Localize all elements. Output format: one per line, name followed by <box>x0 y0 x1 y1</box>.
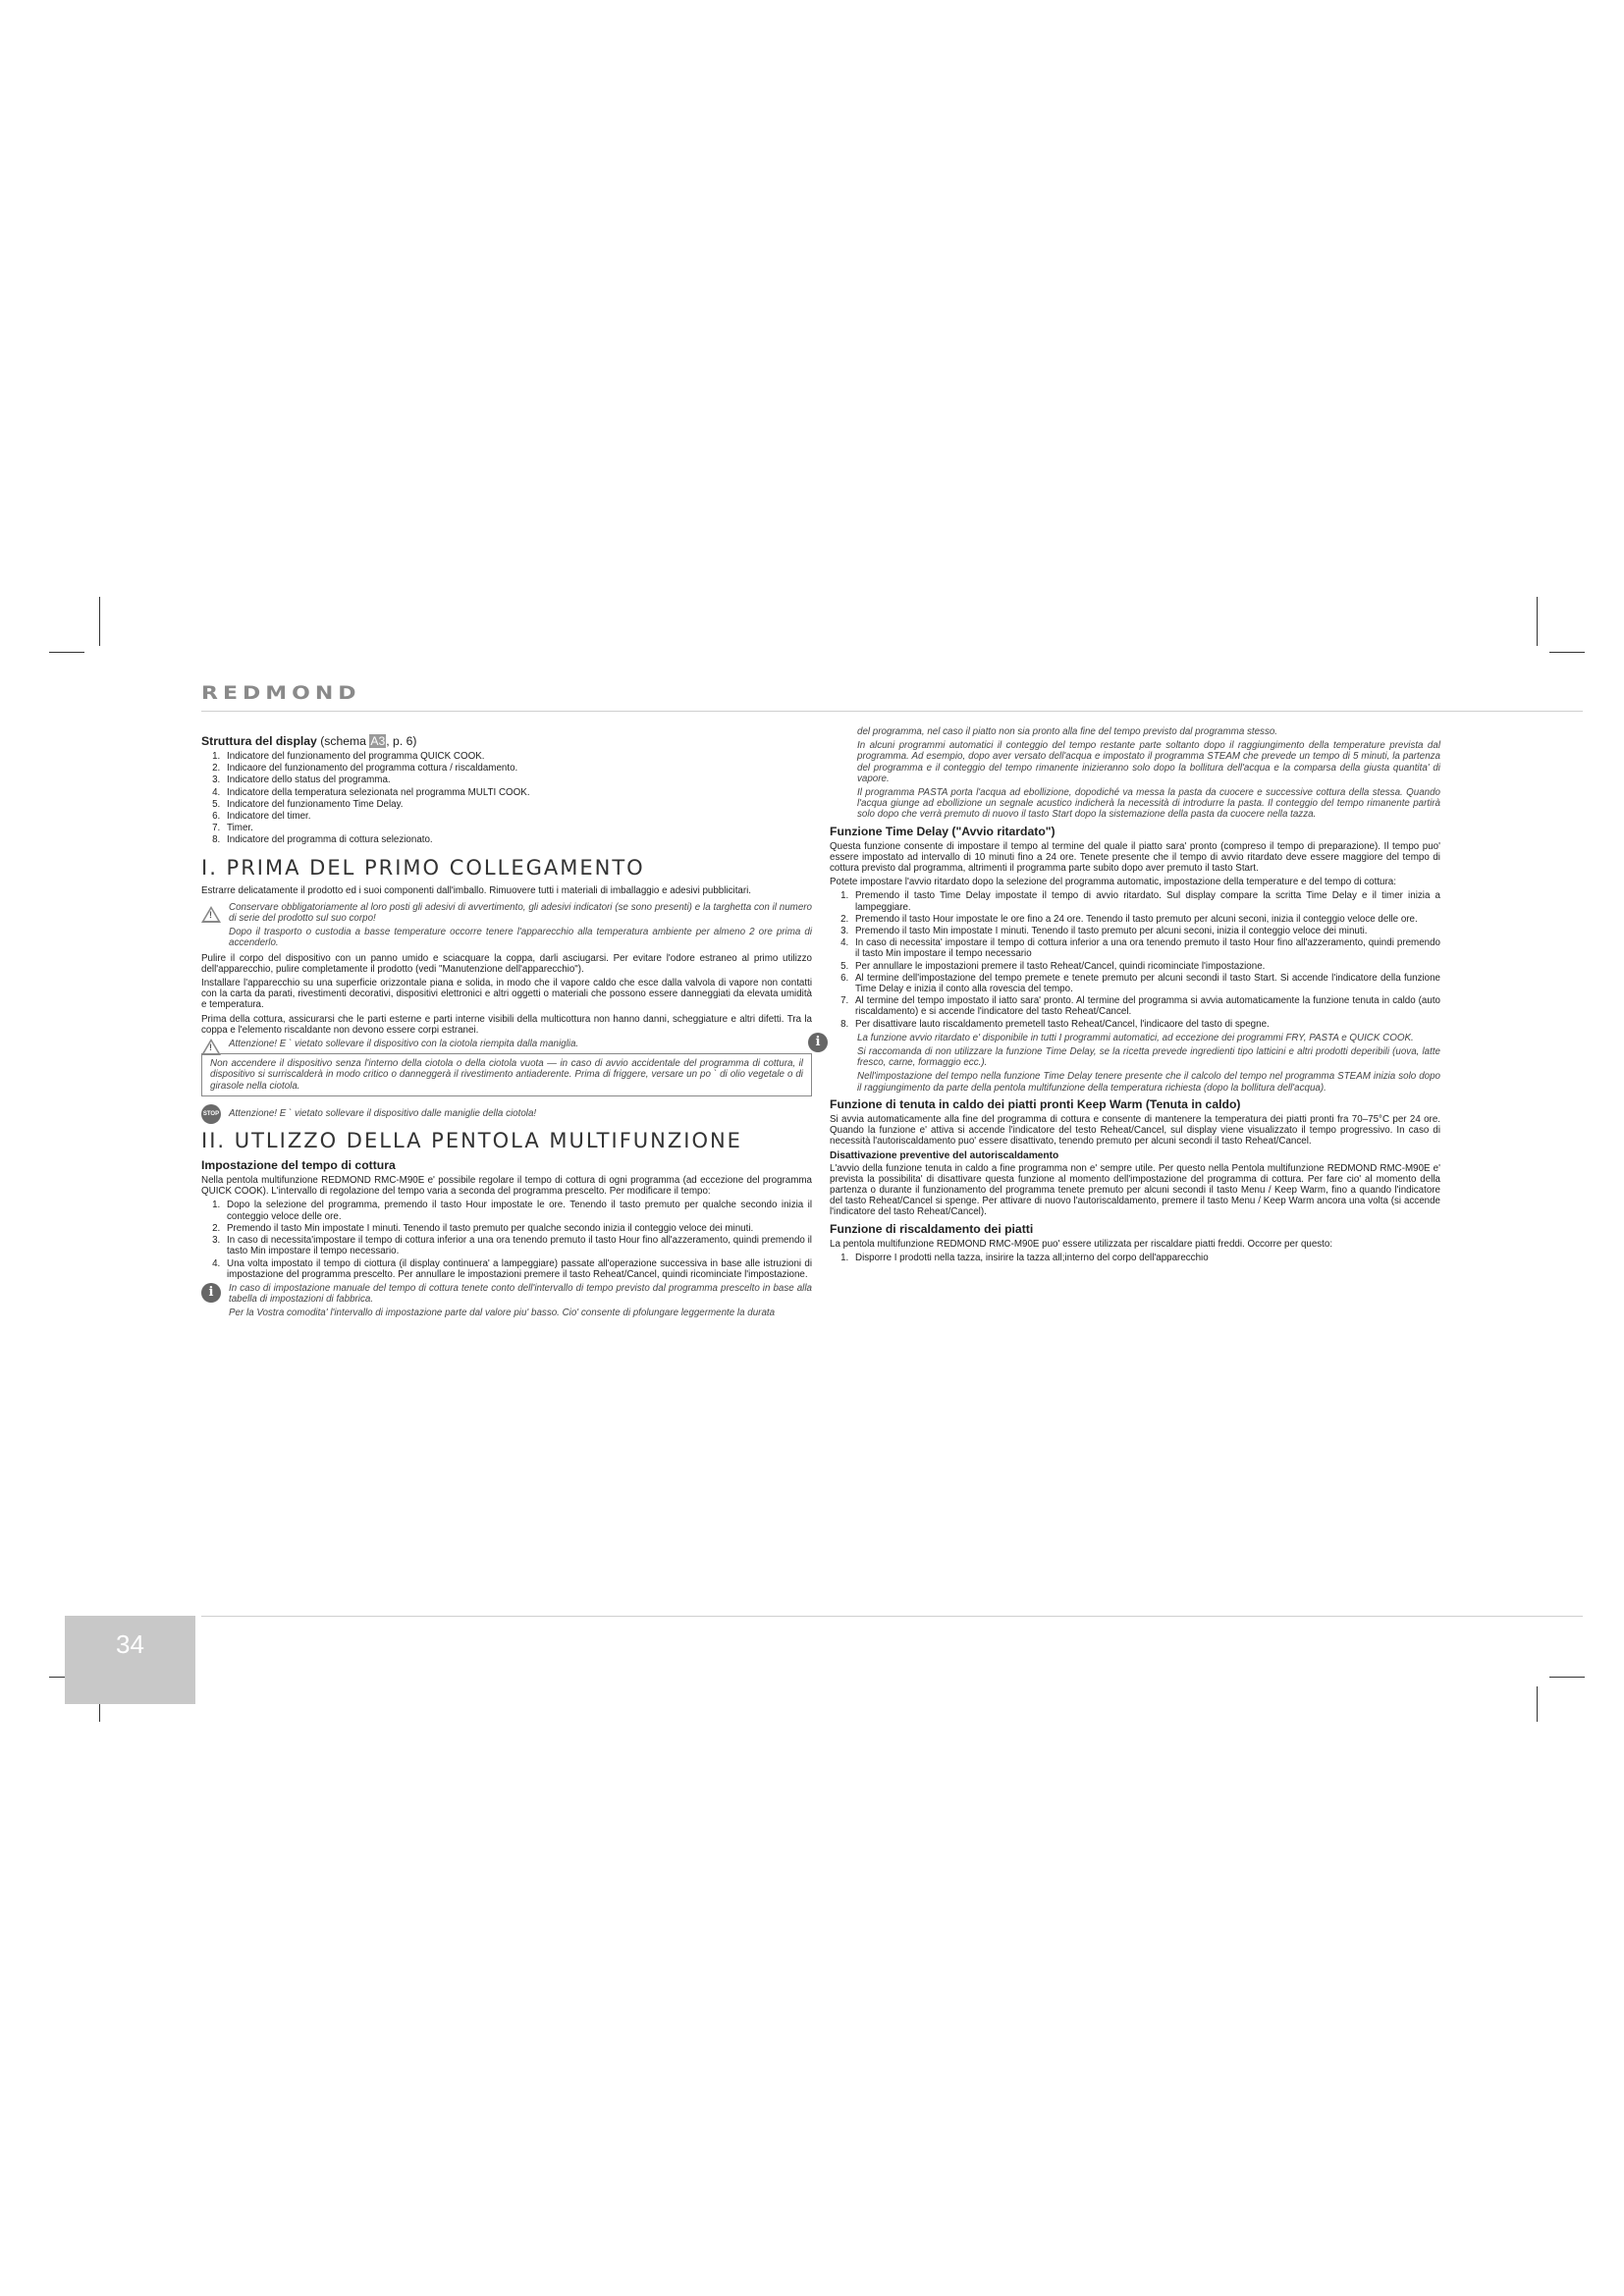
list-item: 2. Indicaore del funzionamento del programma cottura / riscaldamento. <box>223 763 812 774</box>
info-continuation <box>830 726 1440 821</box>
stop-text: Attenzione! E ` vietato sollevare il dispositivo dalle maniglie della ciotola! <box>229 1107 537 1119</box>
reheat-heading: Funzione di riscaldamento dei piatti <box>830 1221 1034 1236</box>
cooking-time-steps <box>201 1200 812 1279</box>
crop-mark <box>1549 652 1585 653</box>
display-structure-title: Struttura del display <box>201 734 317 748</box>
list-item: 1. Dopo la selezione del programma, premendo il tasto Hour impostate le ore. Tenendo il tasto premuto per qualche secondo inizia il conteggio veloce delle ore. <box>223 1200 812 1221</box>
warning-icon: ! <box>201 1039 221 1055</box>
list-item: 6. Al termine dell'impostazione del tempo premete e tenete premuto per alcuni secondi il tasto Start. Si accende l'indicatore della funzione Time Delay e inizia il conto alla rovescia del tempo. <box>851 973 1440 994</box>
crop-mark <box>99 597 100 646</box>
info-text: Nell'impostazione del tempo nella funzione Time Delay tenere presente che il calcolo del tempo nel programma STEAM inizia solo dopo il raggiungimento da parte della pentola multifunzione della temperatura richiesta (dopo la bollitura dell'acqua). <box>857 1071 1440 1094</box>
list-item: 3. In caso di necessita'impostare il tempo di cottura inferior a una ora tenendo premuto il tasto Hour fino all'azzeramento, quindi premendo il tasto Min impostare il tempo necessario. <box>223 1235 812 1256</box>
paragraph: Nella pentola multifunzione REDMOND RMC-M90E e' possibile regolare il tempo di cottura di ogni programma (ad eccezione del programma QUICK COOK). L'intervallo di regolazione del tempo varia a seconda del programma prescelto. Per modificare il tempo: <box>201 1175 812 1198</box>
list-item: 4. Indicatore della temperatura selezionata nel programma MULTI COOK. <box>223 787 812 798</box>
list-item: 2. Premendo il tasto Min impostate I minuti. Tenendo il tasto premuto per qualche secondo inizia il conteggio veloce dei minuti. <box>223 1223 812 1234</box>
caution-box <box>201 1053 812 1096</box>
list-item: 7. Al termine del tempo impostato il iatto sara' pronto. Al termine del programma si avvia automaticamente la funzione tenuta in caldo (auto riscaldamento) e si accende l'indicatore del tasto Reheat/Cancel. <box>851 995 1440 1017</box>
paragraph: Installare l'apparecchio su una superficie orizzontale piana e solida, in modo che il vapore caldo che esce dalla valvola di vapore non contatti con la carta da parati, rivestimenti decorativi, dispositivi elettronici e altri oggetti o materiali che possono essere danneggiati da elevata umidità e temperatura. <box>201 978 812 1011</box>
list-item: 1. Indicatore del funzionamento del programma QUICK COOK. <box>223 751 812 762</box>
stop-note <box>201 1104 812 1119</box>
warning-text: Conservare obbligatoriamente al loro posti gli adesivi di avvertimento, gli adesivi indicatori (se sono presenti) e la targhetta con il numero di serie del prodotto sul suo corpo! <box>229 901 812 925</box>
warning-note <box>201 1039 812 1053</box>
reheat-steps <box>830 1253 1440 1263</box>
left-column <box>201 726 812 1323</box>
list-item: 7. Timer. <box>223 823 812 833</box>
warning-icon: ! <box>201 906 221 923</box>
paragraph: Pulire il corpo del dispositivo con un panno umido e sciacquare la coppa, darli asciugarsi. Per evitare l'odore estraneo al primo utilizzo dell'apparecchio, pulire completamente il prodotto (vedi "Manutenzione dell'apparecchio"). <box>201 952 812 975</box>
schema-ref-highlight: A3 <box>370 734 386 748</box>
list-item: 5. Indicatore del funzionamento Time Delay. <box>223 799 812 810</box>
paragraph: Estrarre delicatamente il prodotto ed i suoi componenti dall'imballo. Rimuovere tutti i materiali di imballaggio e adesivi pubblicitari. <box>201 884 752 896</box>
info-text: La funzione avvio ritardato e' disponibile in tutti I programmi automatici, ad eccezione dei programmi FRY, PASTA e QUICK COOK. <box>857 1032 1414 1043</box>
display-items-list <box>201 751 812 846</box>
caution-text: Non accendere il dispositivo senza l'interno della ciotola o della ciotola vuota — in caso di avvio accidentale del programma di cottura, il dispositivo si surriscalderà in modo critico o danneggerà il rivestimento antiaderente. Prima di friggere, versare un po ` di olio vegetale o di girasole nella ciotola. <box>210 1058 803 1092</box>
list-item: 4. Una volta impostato il tempo di ciottura (il display continuera' a lampeggiare) passate all'operazione successiva in base alle istruzioni di impostazione del programma prescelto. Per annullare le impostazioni premere il tasto Reheat/Cancel, quindi ricominciate l'impostazione. <box>223 1258 812 1280</box>
list-item: 8. Per disattivare lauto riscaldamento premetell tasto Reheat/Cancel, l'indicaore del tasto di spegne. <box>851 1019 1440 1030</box>
header-rule <box>201 711 1583 712</box>
time-delay-heading: Funzione Time Delay ("Avvio ritardato") <box>830 824 1056 838</box>
info-text: Per la Vostra comodita' l'intervallo di impostazione parte dal valore piu' basso. Cio' consente di pfolungare leggermente la durata <box>229 1308 776 1319</box>
list-item: 8. Indicatore del programma di cottura selezionato. <box>223 834 812 845</box>
section-1-title: I. PRIMA DEL PRIMO COLLEGAMENTO <box>201 855 645 880</box>
list-item: 5. Per annullare le impostazioni premere il tasto Reheat/Cancel, quindi ricominciate l'impostazione. <box>851 961 1440 972</box>
paragraph: Questa funzione consente di impostare il tempo al termine del quale il piatto sara' pronto (compreso il tempo di preparazione). Il tempo puo' essere impostato ad intervallo di 10 minuti fino a 24 ore. Tenete presente che il tempo di avvio ritardato deve essere maggiore del tempo di cottura previsto dal programma, altrimenti il programma parte subito dopo aver premuto il tasto Start. <box>830 840 1440 875</box>
crop-mark <box>1549 1677 1585 1678</box>
footer-rule <box>201 1616 1583 1617</box>
info-note <box>201 1283 812 1319</box>
list-item: 1. Disporre I prodotti nella tazza, insirire la tazza all;interno del corpo dell'apparecchio <box>851 1253 1440 1263</box>
crop-mark <box>49 652 84 653</box>
info-note <box>815 1032 1440 1094</box>
info-text: In alcuni programmi automatici il conteggio del tempo restante parte soltanto dopo il raggiungimento della temperature prevista dal programma. Ad esempio, dopo aver versato dell'acqua e impostato il programma STEAM che prevede un tempo di 5 minuti, la partenza del programma e il conteggio del tempo rimanente inizieranno solo dopo la bollitura dell'acqua e la comparsa della giusta quantita' di vapore. <box>857 740 1440 784</box>
brand-logo: REDMOND <box>201 682 361 705</box>
info-icon: i <box>808 1033 828 1052</box>
keep-warm-heading: Funzione di tenuta in caldo dei piatti pronti Keep Warm (Tenuta in caldo) <box>830 1096 1241 1111</box>
warning-text: Attenzione! E ` vietato sollevare il dispositivo con la ciotola riempita dalla maniglia. <box>229 1039 579 1050</box>
info-text: Si raccomanda di non utilizzare la funzione Time Delay, se la ricetta prevede ingredienti tipo latticini e altri prodotti deperibili (uova, latte fresco, carne, formaggio ecc.). <box>857 1046 1440 1069</box>
list-item: 2. Premendo il tasto Hour impostate le ore fino a 24 ore. Tenendo il tasto premuto per alcuni seconi, inizia il conteggio veloce delle ore. <box>851 914 1440 925</box>
paragraph: Si avvia automaticamente alla fine del programma di cottura e consente di mantenere la temperatura dei piatti pronti fra 70–75°C per 24 ore. Quando la funzione e' attiva si accende l'indicatore del testo Reheat/Cancel, sul display viene visualizzato il tempo progressivo. In caso di necessità l'autoriscaldamento puo' essere disattivato, tenendo premuto per alcuni secondi il tasto Reheat/Cancel. <box>830 1113 1440 1148</box>
stop-icon: STOP <box>201 1104 221 1124</box>
list-item: 4. In caso di necessita' impostare il tempo di cottura inferior a una ora tenendo premuto il tasto Hour fino all'azzeramento, quindi premendo il tasto Min impostare il tempo necessario <box>851 937 1440 959</box>
list-item: 1. Premendo il tasto Time Delay impostate il tempo di avvio ritardato. Sul display compare la scritta Time Delay e il timer inizia a lampeggiare. <box>851 890 1440 912</box>
paragraph: Prima della cottura, assicurarsi che le parti esterne e parti interne visibili della multicottura non hanno danni, scheggiature e altri difetti. Tra la coppa e l'elemento riscaldante non devono essere corpi estranei. <box>201 1013 812 1036</box>
info-text: del programma, nel caso il piatto non sia pronto alla fine del tempo previsto dal programma stesso. <box>857 726 1278 737</box>
crop-mark <box>1537 1686 1538 1722</box>
cooking-time-heading: Impostazione del tempo di cottura <box>201 1158 396 1173</box>
list-item: 6. Indicatore del timer. <box>223 811 812 822</box>
time-delay-steps <box>830 890 1440 1029</box>
info-text: In caso di impostazione manuale del tempo di cottura tenete conto dell'intervallo di tempo previsto dal programma prescelto in base alla tabella di impostazioni di fabbrica. <box>229 1282 812 1306</box>
warning-text: Dopo il trasporto o custodia a basse temperature occorre tenere l'apparecchio alla temperatura ambiente per almeno 2 ore prima di accenderlo. <box>229 927 812 949</box>
display-structure-heading <box>201 734 812 748</box>
warning-note <box>201 902 812 949</box>
crop-mark <box>1537 597 1538 646</box>
page-number: 34 <box>116 1629 144 1659</box>
info-icon: i <box>201 1283 221 1303</box>
display-ref-suffix: , p. 6) <box>386 734 417 748</box>
right-column <box>815 726 1440 1266</box>
list-item: 3. Premendo il tasto Min impostate I minuti. Tenendo il tasto premuto per alcuni seconi, inizia il conteggio veloce dei minuti. <box>851 926 1440 936</box>
disable-reheat-heading: Disattivazione preventive del autoriscaldamento <box>830 1149 1059 1161</box>
list-item: 3. Indicatore dello status del programma. <box>223 774 812 785</box>
display-ref-prefix: (schema <box>316 734 370 748</box>
paragraph: La pentola multifunzione REDMOND RMC-M90E puo' essere utilizzata per riscaldare piatti freddi. Occorre per questo: <box>830 1238 1333 1250</box>
info-text: Il programma PASTA porta l'acqua ad ebollizione, dopodiché va messa la pasta da cuocere e successive cottura della stessa. Quando l'acqua giunge ad ebollizione un segnale acustico indicherà la necessità di introdurre la pasta. Il conteggio del tempo rimanente partirà solo dopo che verrà premuto di nuovo il tasto Start dopo la sistemazione della pasta da cuocere nella tazza. <box>857 787 1440 821</box>
paragraph: L'avvio della funzione tenuta in caldo a fine programma non e' sempre utile. Per questo nella Pentola multifunzione REDMOND RMC-M90E e' prevista la possibilita' di disattivare questa funzione al momento dell'impostazione del programma di cottura. Per fare cio' al momento della partenza o durante il funzionamento del programma tenete premuto per alcuni secondi il tasto Menu / Keep Warm, fino a quando l'indicatore del tasto Reheat/Cancel si spenge. Per attivare di nuovo l'autoriscaldamento, premere il tasto Menu / Keep Warm ancora una volta (si accende l'indicatore del tasto Reheat/Cancel). <box>830 1162 1440 1218</box>
section-2-title: II. UTLIZZO DELLA PENTOLA MULTIFUNZIONE <box>201 1129 742 1153</box>
paragraph: Potete impostare l'avvio ritardato dopo la selezione del programma automatic, impostazione della temperature e del tempo di cottura: <box>830 877 1396 888</box>
